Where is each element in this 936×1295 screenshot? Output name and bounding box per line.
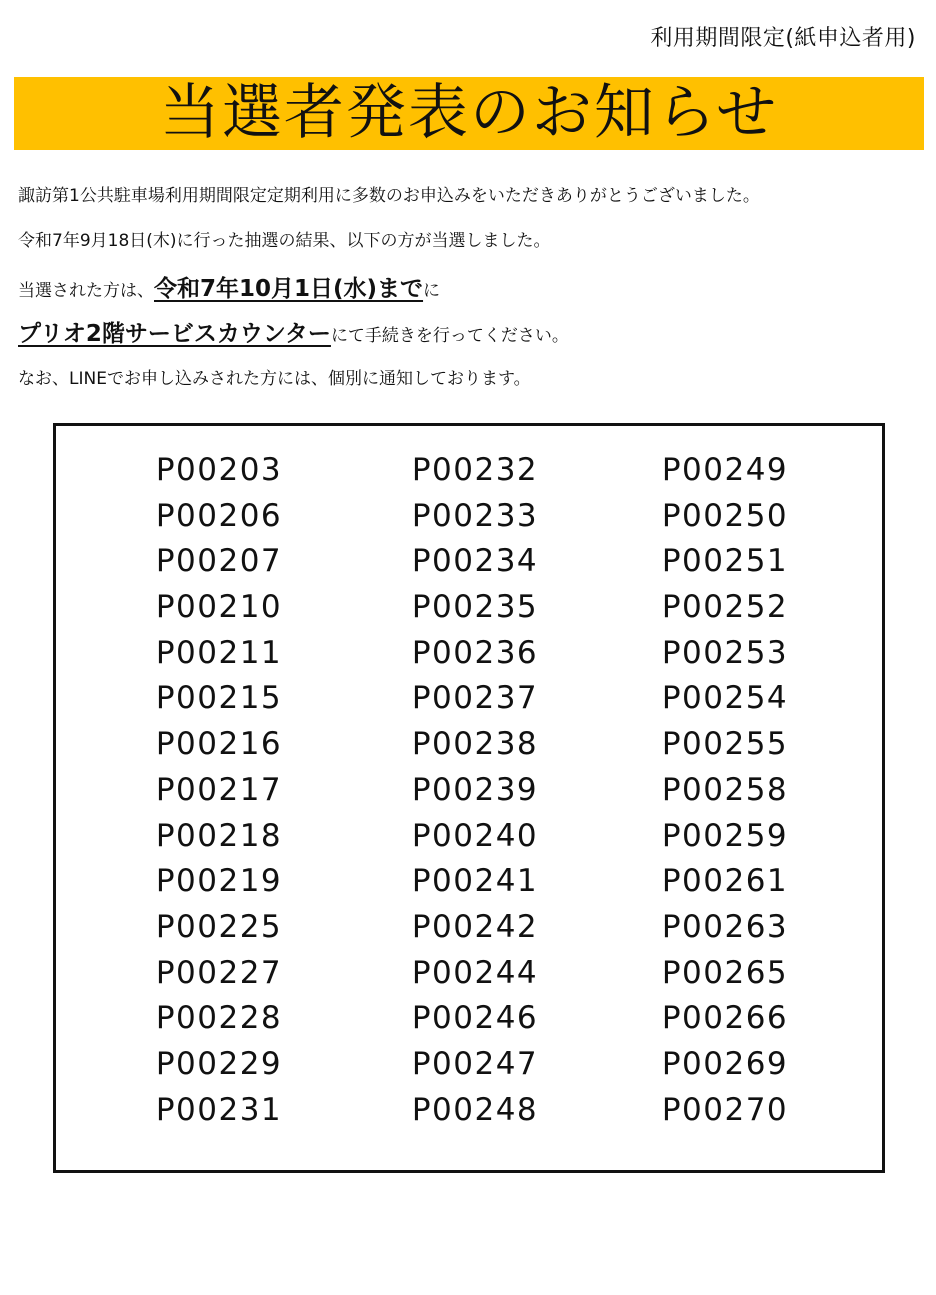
winner-number: P00235	[411, 589, 539, 626]
procedure-location: プリオ2階サービスカウンター	[18, 321, 331, 347]
deadline-text	[18, 272, 440, 308]
winner-number: P00269	[661, 1045, 789, 1082]
winner-number: P00261	[661, 863, 789, 900]
winner-number: P00250	[661, 497, 789, 534]
winner-number: P00263	[661, 908, 789, 945]
winner-numbers-grid	[91, 448, 847, 1133]
winner-number: P00247	[411, 1045, 539, 1082]
winner-number: P00241	[411, 863, 539, 900]
winner-number: P00239	[411, 771, 539, 808]
winner-number: P00240	[411, 817, 539, 854]
thanks-text: 諏訪第1公共駐車場利用期間限定定期利用に多数のお申込みをいただきありがとうございました。	[18, 186, 760, 206]
winner-number: P00238	[411, 726, 539, 763]
procedure-suffix: にて手続きを行ってください。	[330, 326, 569, 346]
winner-number: P00225	[155, 908, 283, 945]
winner-number: P00266	[661, 1000, 789, 1037]
procedure-text	[18, 317, 569, 353]
winner-number: P00258	[661, 771, 789, 808]
winner-number: P00217	[155, 771, 283, 808]
winner-number: P00234	[411, 543, 539, 580]
winner-number: P00210	[155, 589, 283, 626]
winner-number: P00206	[155, 497, 283, 534]
winner-number: P00229	[155, 1045, 283, 1082]
winner-number: P00218	[155, 817, 283, 854]
winner-number: P00215	[155, 680, 283, 717]
winner-number: P00211	[155, 634, 283, 671]
winner-number: P00231	[155, 1091, 283, 1128]
winner-number: P00249	[661, 452, 789, 488]
lottery-result-text: 令和7年9月18日(木)に行った抽選の結果、以下の方が当選しました。	[18, 231, 551, 251]
winner-number: P00216	[155, 726, 283, 763]
line-notice-text: なお、LINEでお申し込みされた方には、個別に通知しております。	[18, 369, 531, 389]
title-banner	[14, 77, 924, 150]
winner-number: P00233	[411, 497, 539, 534]
winner-number: P00242	[411, 908, 539, 945]
winner-number: P00248	[411, 1091, 539, 1128]
winner-number: P00236	[411, 634, 539, 671]
page-title: 当選者発表のお知らせ	[159, 78, 779, 148]
winner-numbers-box	[53, 423, 885, 1173]
winner-number: P00252	[661, 589, 789, 626]
winner-number: P00246	[411, 1000, 539, 1037]
application-type-label: 利用期間限定(紙申込者用)	[650, 26, 916, 51]
winner-number: P00237	[411, 680, 539, 717]
winner-number: P00203	[155, 452, 283, 488]
winner-number: P00255	[661, 726, 789, 763]
winner-number: P00227	[155, 954, 283, 991]
winner-number: P00259	[661, 817, 789, 854]
deadline-prefix: 当選された方は、	[18, 281, 154, 301]
winner-number: P00253	[661, 634, 789, 671]
winner-number: P00265	[661, 954, 789, 991]
winner-number: P00254	[661, 680, 789, 717]
winner-number: P00228	[155, 1000, 283, 1037]
winner-number: P00244	[411, 954, 539, 991]
winner-number: P00270	[661, 1091, 789, 1128]
winner-number: P00219	[155, 863, 283, 900]
deadline-date: 令和7年10月1日(水)まで	[154, 276, 424, 302]
deadline-suffix: に	[423, 281, 441, 301]
winner-number: P00232	[411, 452, 539, 488]
winner-number: P00207	[155, 543, 283, 580]
winner-number: P00251	[661, 543, 789, 580]
